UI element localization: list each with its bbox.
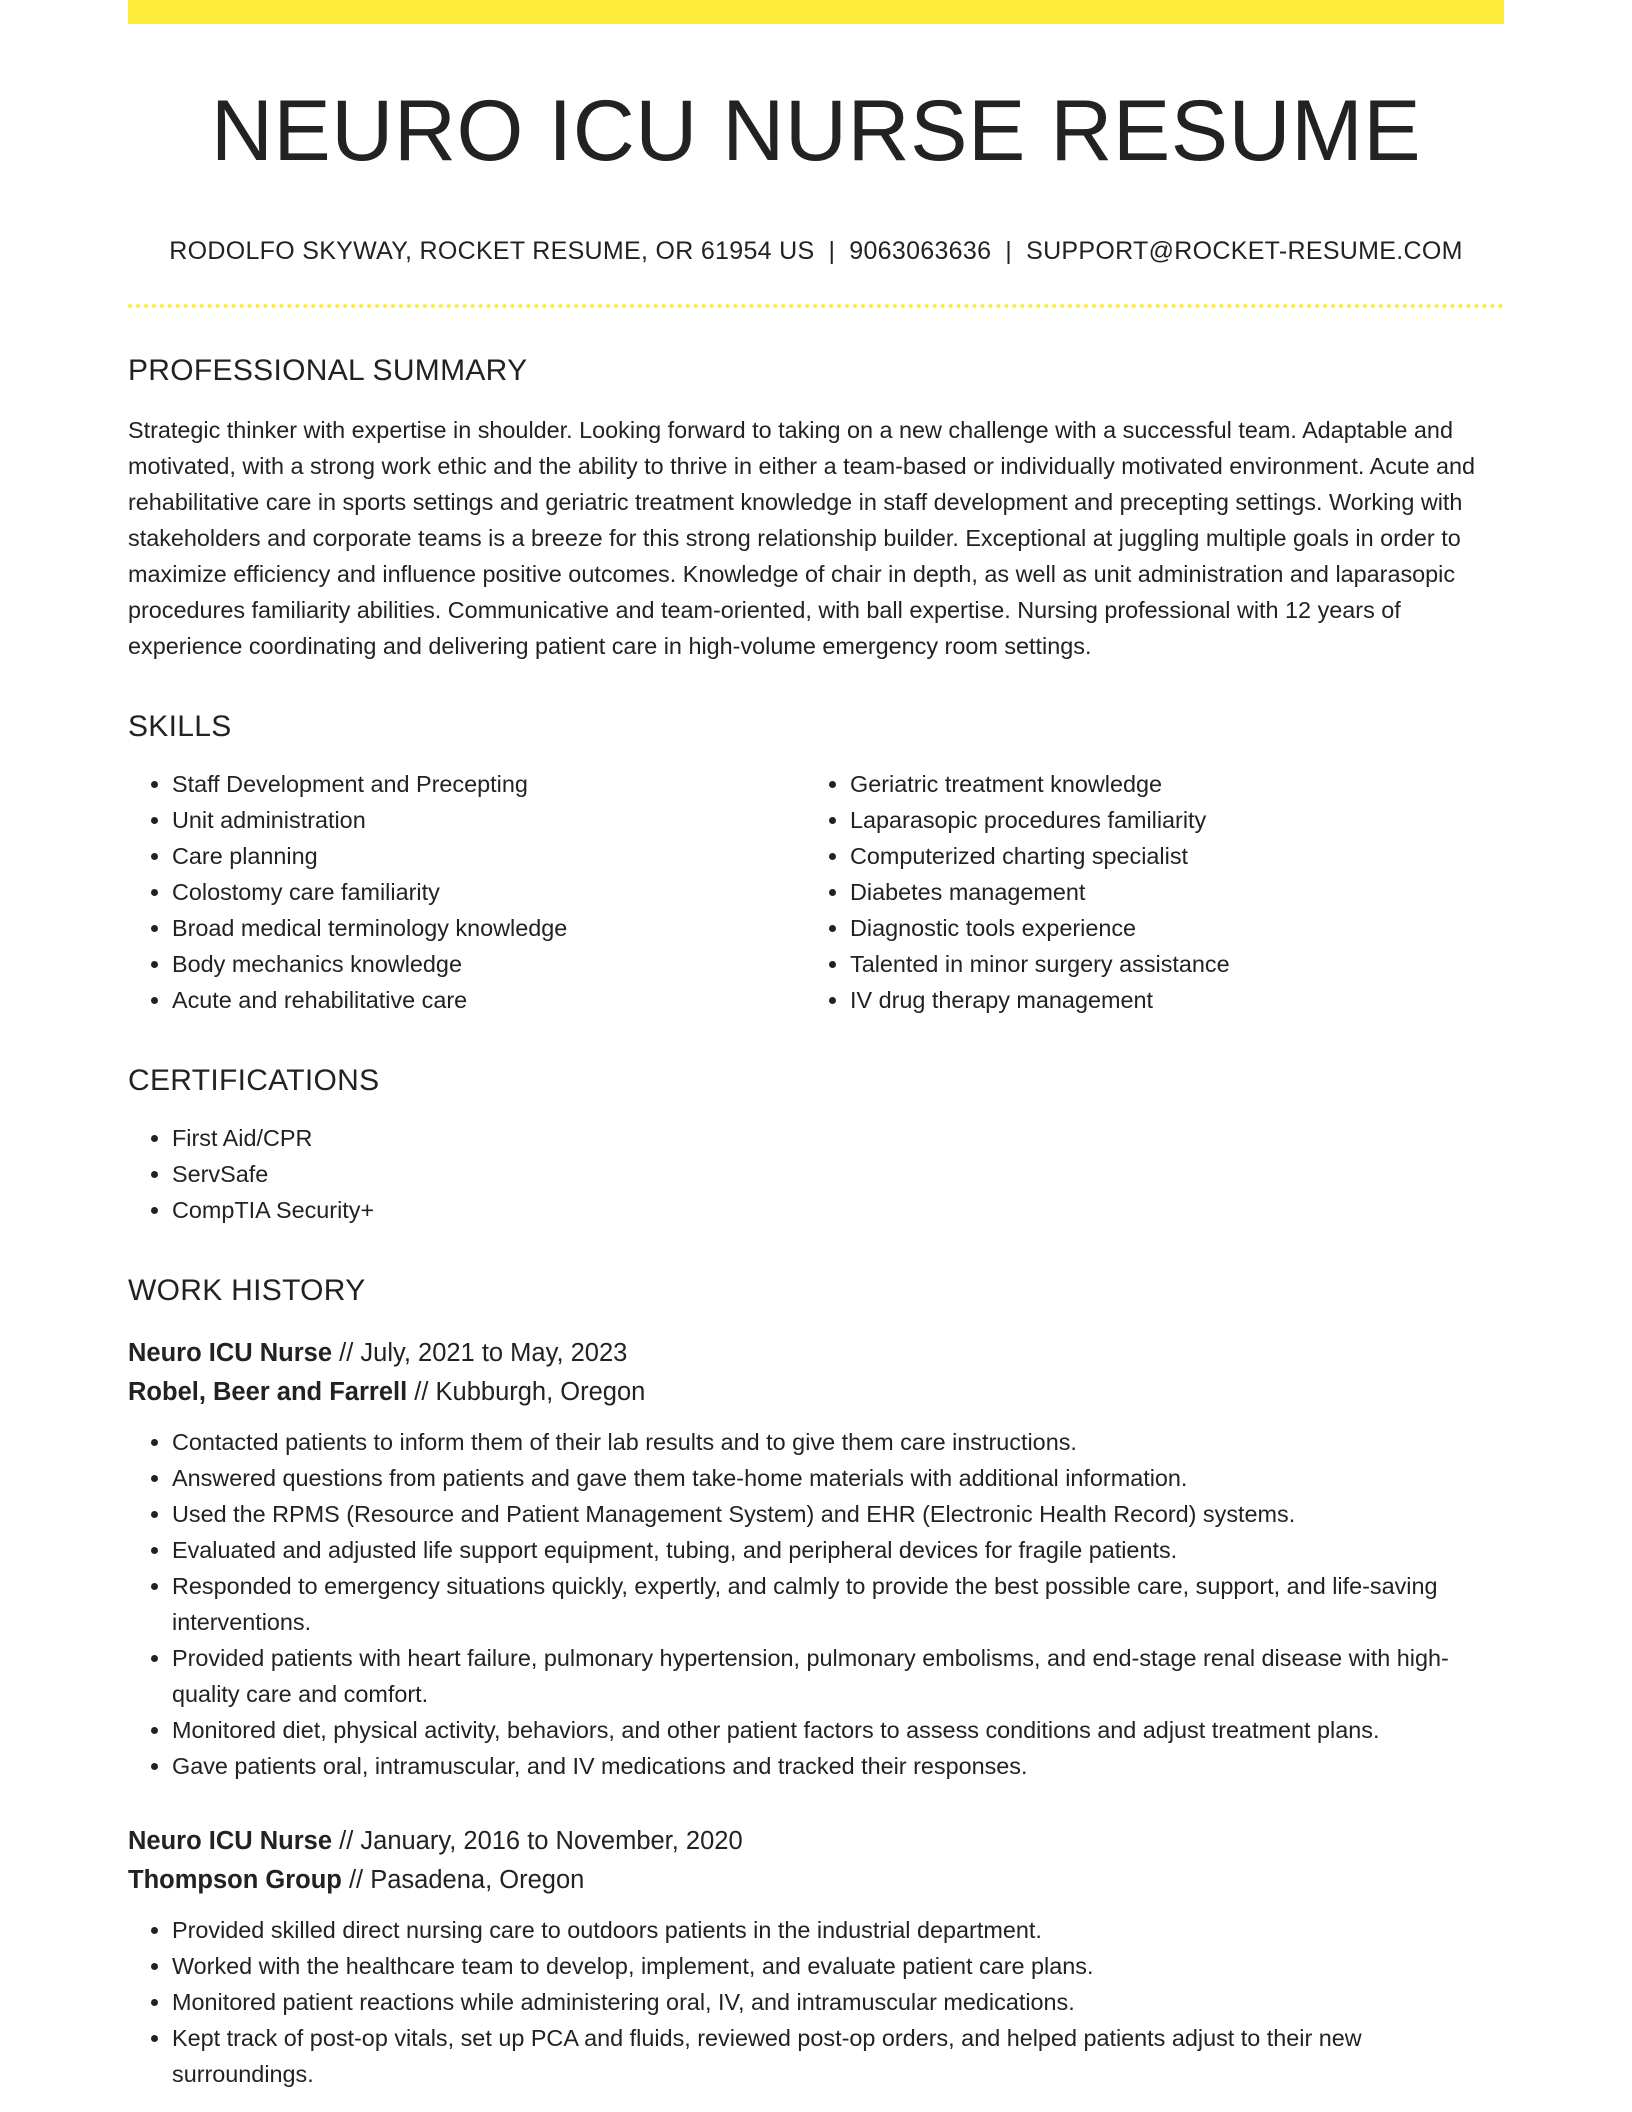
certifications-heading: CERTIFICATIONS	[128, 1063, 380, 1097]
job-duty: • Used the RPMS (Resource and Patient Management System) and EHR (Electronic Health Record) systems.	[172, 1496, 1504, 1532]
job-company-line	[128, 1860, 1504, 1900]
job-duty: • Kept track of post-op vitals, set up PCA and fluids, reviewed post-op orders, and helped patients adjust to their new surroundings.	[172, 2020, 1504, 2092]
skill-item: • Broad medical terminology knowledge	[172, 910, 806, 946]
job-duty: • Evaluated and adjusted life support equipment, tubing, and peripheral devices for fragile patients.	[172, 1532, 1504, 1568]
job-duty: • Provided patients with heart failure, pulmonary hypertension, pulmonary embolisms, and end-stage renal disease with high-quality care and comfort.	[172, 1640, 1504, 1712]
skill-item: • Staff Development and Precepting	[172, 766, 806, 802]
job-location: // Pasadena, Oregon	[341, 1865, 585, 1894]
contact-phone: 9063063636	[849, 236, 992, 265]
skills-heading: SKILLS	[128, 709, 232, 743]
skill-item: • Diabetes management	[850, 874, 1484, 910]
job-duty: • Contacted patients to inform them of their lab results and to give them care instructions.	[172, 1424, 1504, 1460]
work-history-heading: WORK HISTORY	[128, 1273, 366, 1307]
job-duty: • Answered questions from patients and gave them take-home materials with additional information.	[172, 1460, 1504, 1496]
skills-list-right	[806, 766, 1484, 1018]
job-duty: • Responded to emergency situations quickly, expertly, and calmly to provide the best possible care, support, and life-saving interventions.	[172, 1568, 1504, 1640]
job-company: Robel, Beer and Farrell	[128, 1377, 408, 1406]
job-duties-list	[128, 1424, 1504, 1784]
job-title: Neuro ICU Nurse	[128, 1338, 333, 1367]
job-duty: • Gave patients oral, intramuscular, and IV medications and tracked their responses.	[172, 1748, 1504, 1784]
skill-item: • Diagnostic tools experience	[850, 910, 1484, 946]
job-duty: • Worked with the healthcare team to develop, implement, and evaluate patient care plans.	[172, 1948, 1504, 1984]
skill-item: • Acute and rehabilitative care	[172, 982, 806, 1018]
certification-item: • First Aid/CPR	[172, 1120, 1504, 1156]
job-company: Thompson Group	[128, 1865, 342, 1894]
summary-text: Strategic thinker with expertise in shoulder. Looking forward to taking on a new challenge with a successful team. Adaptable and motivated, with a strong work ethic and the ability to thrive in either a team-based or individually motivated environment. Acute and rehabilitative care in sports settings and geriatric treatment knowledge in staff development and precepting settings. Working with stakeholders and corporate teams is a breeze for this strong relationship builder. Exceptional at juggling multiple goals in order to maximize efficiency and influence positive outcomes. Knowledge of chair in depth, as well as unit administration and laparasopic procedures familiarity abilities. Communicative and team-oriented, with ball expertise. Nursing professional with 12 years of experience coordinating and delivering patient care in high-volume emergency room settings.	[128, 416, 1475, 659]
job-location: // Kubburgh, Oregon	[407, 1377, 646, 1406]
accent-top-bar	[128, 0, 1504, 24]
job-title: Neuro ICU Nurse	[128, 1826, 333, 1855]
resume-title: NEURO ICU NURSE RESUME	[210, 83, 1422, 179]
certification-item: • CompTIA Security+	[172, 1192, 1504, 1228]
skill-item: • Geriatric treatment knowledge	[850, 766, 1484, 802]
job-entry	[128, 1822, 1504, 2092]
job-title-line	[128, 1334, 1504, 1372]
job-duty: • Monitored patient reactions while administering oral, IV, and intramuscular medications.	[172, 1984, 1504, 2020]
job-dates: // July, 2021 to May, 2023	[332, 1338, 628, 1367]
summary-heading: PROFESSIONAL SUMMARY	[128, 353, 528, 387]
certifications-list	[128, 1120, 1504, 1228]
job-duties-list	[128, 1912, 1504, 2092]
skills-grid	[128, 766, 1504, 1018]
contact-address: RODOLFO SKYWAY, ROCKET RESUME, OR 61954 US	[169, 236, 815, 265]
skill-item: • IV drug therapy management	[850, 982, 1484, 1018]
job-entry	[128, 1334, 1504, 1784]
job-dates: // January, 2016 to November, 2020	[332, 1826, 743, 1855]
contact-line	[128, 237, 1504, 266]
contact-email[interactable]: SUPPORT@ROCKET-RESUME.COM	[1026, 236, 1463, 265]
job-duty: • Monitored diet, physical activity, behaviors, and other patient factors to assess conditions and adjust treatment plans.	[172, 1712, 1504, 1748]
skill-item: • Colostomy care familiarity	[172, 874, 806, 910]
skill-item: • Body mechanics knowledge	[172, 946, 806, 982]
resume-page	[128, 0, 1504, 2092]
skill-item: • Talented in minor surgery assistance	[850, 946, 1484, 982]
contact-separator: |	[828, 236, 836, 265]
certification-item: • ServSafe	[172, 1156, 1504, 1192]
skills-list-left	[128, 766, 806, 1018]
contact-separator: |	[1005, 236, 1013, 265]
skill-item: • Care planning	[172, 838, 806, 874]
job-title-line	[128, 1822, 1504, 1860]
skill-item: • Unit administration	[172, 802, 806, 838]
job-duty: • Provided skilled direct nursing care to outdoors patients in the industrial department.	[172, 1912, 1504, 1948]
job-company-line	[128, 1372, 1504, 1412]
dotted-divider	[128, 304, 1504, 308]
skill-item: • Laparasopic procedures familiarity	[850, 802, 1484, 838]
skill-item: • Computerized charting specialist	[850, 838, 1484, 874]
